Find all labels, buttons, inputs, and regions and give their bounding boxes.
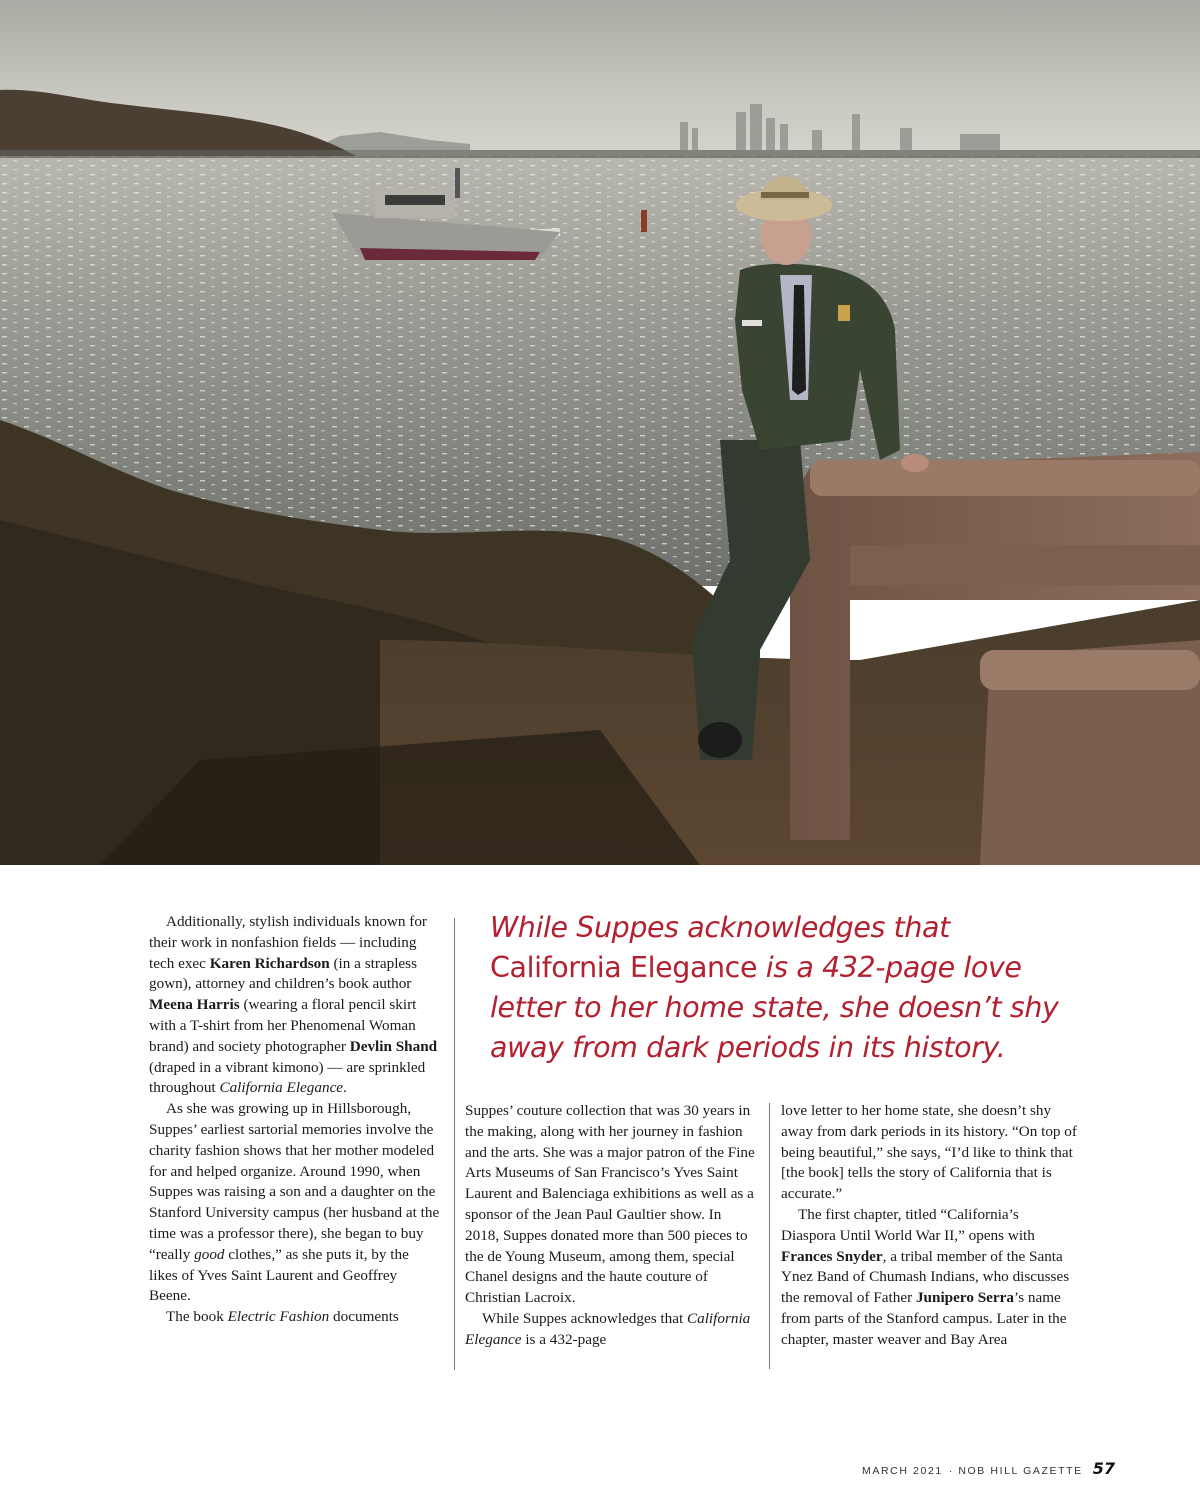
body-column-3 <box>781 1101 1077 1351</box>
name-frances-snyder: Frances Snyder <box>781 1247 883 1265</box>
name-junipero-serra: Junipero Serra <box>915 1289 1014 1307</box>
pull-quote: While Suppes acknowledges that California Elegance is a 432-page love letter to her home state, she doesn’t shy away from dark periods in its history. <box>490 911 1059 1064</box>
body-column-2 <box>465 1101 755 1351</box>
pull-quote-book-title: California Elegance <box>490 951 758 984</box>
book-title: California Elegance <box>219 1079 344 1097</box>
paragraph: The first chapter, titled “California’s Diaspora Until World War II,” opens with Frances Snyder, a tribal member of the Santa Ynez Band of Chumash Indians, who discusses the removal of Father Junipero Serra’s name from parts of the Stanford campus. Later in the chapter, master weaver and Bay Area <box>781 1205 1070 1348</box>
issue-date: MARCH 2021 <box>862 1465 943 1477</box>
paragraph: love letter to her home state, she doesn’t shy away from dark periods in its history. “On top of being beautiful,” she says, “I’d like to think that [the book] tells the story of California that is accurate.” <box>781 1102 1077 1203</box>
paragraph: As she was growing up in Hillsborough, Suppes’ earliest sartorial memories involve the charity fashion shows that her mother modeled for and helped organize. Around 1990, when Suppes was raising a son and a daughter on the Stanford University campus (her husband at the time was a professor there), she began to buy “really good clothes,” as she puts it, by the likes of Yves Saint Laurent and Geoffrey Beene. <box>149 1100 440 1305</box>
buoy <box>641 210 647 232</box>
paragraph: Suppes’ couture collection that was 30 years in the making, along with her journey in fashion and the arts. She was a major patron of the Fine Arts Museums of San Francisco’s Yves Saint Laurent and Balenciaga exhibitions as well as a sponsor of the Jean Paul Gaultier show. In 2018, Suppes donated more than 500 pieces to the de Young Museum, among them, special Chanel designs and the haute couture of Christian Lacroix. <box>465 1102 755 1307</box>
name-meena-harris: Meena Harris <box>149 996 240 1014</box>
page-footer <box>862 1459 1115 1478</box>
paragraph: Additionally, stylish individuals known for their work in nonfashion fields — including tech exec Karen Richardson (in a strapless gown), attorney and children’s book author Meena Harris (wearing a floral pencil skirt with a T-shirt from her Phenomenal Woman brand) and society photographer Devlin Shand (draped in a vibrant kimono) — are sprinkled throughout California Elegance. <box>149 913 438 1097</box>
paragraph: The book Electric Fashion documents <box>166 1308 399 1326</box>
publication-name: NOB HILL GAZETTE <box>958 1465 1083 1477</box>
paragraph: While Suppes acknowledges that California Elegance is a 432-page <box>465 1309 751 1348</box>
name-karen-richardson: Karen Richardson <box>209 954 330 972</box>
column-divider <box>454 918 455 1370</box>
page-number: 57 <box>1092 1459 1115 1478</box>
book-title: California Elegance <box>465 1309 751 1348</box>
book-title: Electric Fashion <box>227 1308 330 1326</box>
footer-separator: · <box>948 1465 953 1477</box>
column-divider <box>769 1103 770 1369</box>
body-column-1 <box>149 912 440 1328</box>
name-devlin-shand: Devlin Shand <box>349 1037 438 1055</box>
